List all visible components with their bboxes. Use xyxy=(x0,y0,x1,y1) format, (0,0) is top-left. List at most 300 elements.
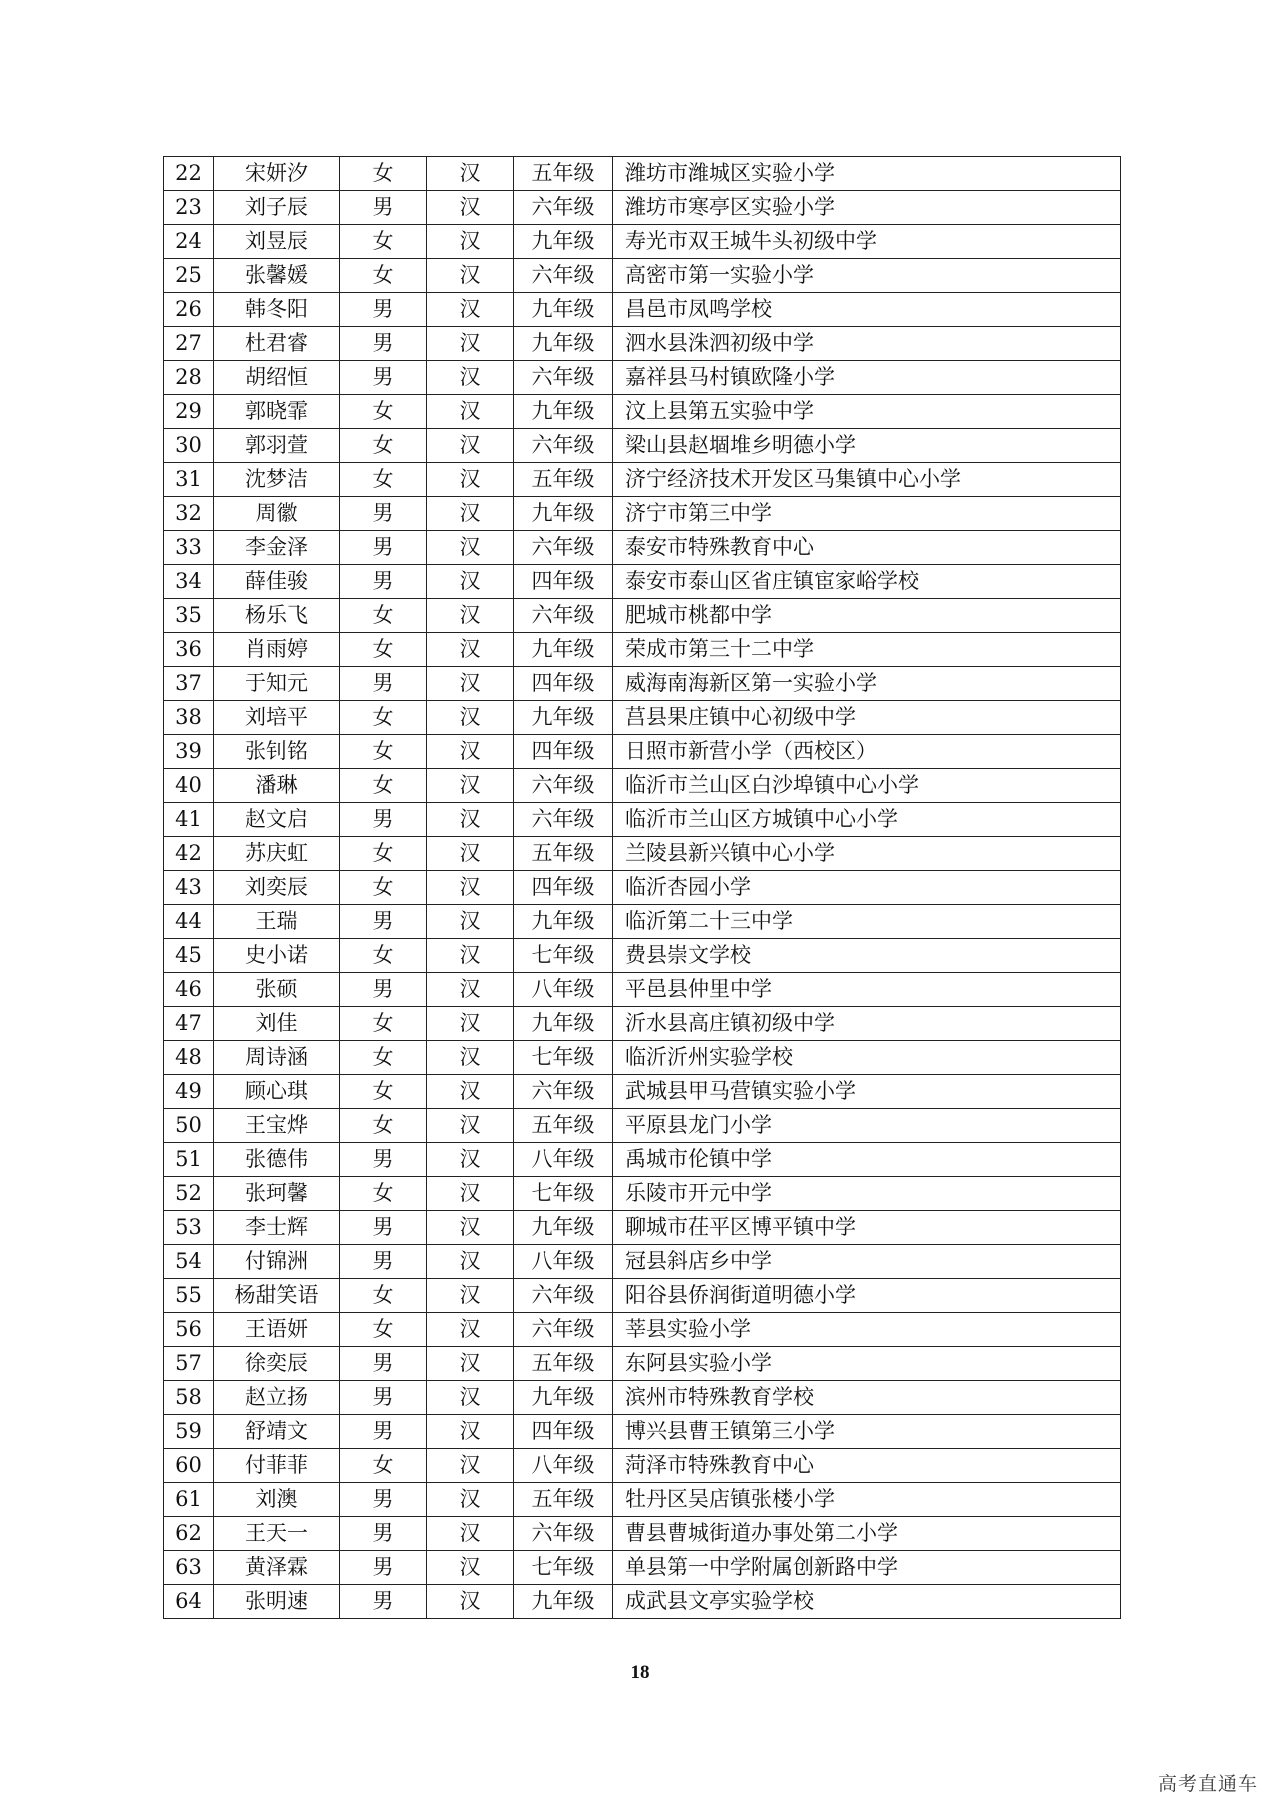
gender-cell: 女 xyxy=(340,1109,427,1143)
gender-cell: 男 xyxy=(340,497,427,531)
school-cell: 聊城市茌平区博平镇中学 xyxy=(613,1211,1121,1245)
row-number-cell: 25 xyxy=(164,259,214,293)
student-name-cell: 杜君睿 xyxy=(214,327,340,361)
row-number-cell: 26 xyxy=(164,293,214,327)
gender-cell: 女 xyxy=(340,701,427,735)
student-name-cell: 刘奕辰 xyxy=(214,871,340,905)
grade-cell: 六年级 xyxy=(514,1279,613,1313)
grade-cell: 五年级 xyxy=(514,463,613,497)
row-number-cell: 29 xyxy=(164,395,214,429)
school-cell: 东阿县实验小学 xyxy=(613,1347,1121,1381)
student-name-cell: 苏庆虹 xyxy=(214,837,340,871)
ethnicity-cell: 汉 xyxy=(427,429,514,463)
table-row xyxy=(164,497,1121,531)
school-cell: 临沂市兰山区白沙埠镇中心小学 xyxy=(613,769,1121,803)
ethnicity-cell: 汉 xyxy=(427,1177,514,1211)
gender-cell: 男 xyxy=(340,905,427,939)
grade-cell: 九年级 xyxy=(514,905,613,939)
grade-cell: 五年级 xyxy=(514,837,613,871)
school-cell: 济宁经济技术开发区马集镇中心小学 xyxy=(613,463,1121,497)
table-row xyxy=(164,1245,1121,1279)
grade-cell: 七年级 xyxy=(514,1041,613,1075)
student-name-cell: 潘琳 xyxy=(214,769,340,803)
ethnicity-cell: 汉 xyxy=(427,1007,514,1041)
row-number-cell: 54 xyxy=(164,1245,214,1279)
grade-cell: 八年级 xyxy=(514,973,613,1007)
table-row xyxy=(164,1449,1121,1483)
table-row xyxy=(164,1007,1121,1041)
student-name-cell: 肖雨婷 xyxy=(214,633,340,667)
ethnicity-cell: 汉 xyxy=(427,837,514,871)
school-cell: 临沂第二十三中学 xyxy=(613,905,1121,939)
table-row xyxy=(164,293,1121,327)
ethnicity-cell: 汉 xyxy=(427,1381,514,1415)
grade-cell: 九年级 xyxy=(514,1211,613,1245)
grade-cell: 六年级 xyxy=(514,1313,613,1347)
student-name-cell: 顾心琪 xyxy=(214,1075,340,1109)
table-row xyxy=(164,1041,1121,1075)
table-row xyxy=(164,599,1121,633)
gender-cell: 女 xyxy=(340,1177,427,1211)
school-cell: 荣成市第三十二中学 xyxy=(613,633,1121,667)
ethnicity-cell: 汉 xyxy=(427,225,514,259)
student-name-cell: 刘佳 xyxy=(214,1007,340,1041)
gender-cell: 男 xyxy=(340,531,427,565)
grade-cell: 九年级 xyxy=(514,327,613,361)
row-number-cell: 28 xyxy=(164,361,214,395)
gender-cell: 女 xyxy=(340,395,427,429)
table-row xyxy=(164,1313,1121,1347)
table-row xyxy=(164,1075,1121,1109)
grade-cell: 六年级 xyxy=(514,191,613,225)
table-row xyxy=(164,1415,1121,1449)
row-number-cell: 45 xyxy=(164,939,214,973)
table-row xyxy=(164,531,1121,565)
row-number-cell: 40 xyxy=(164,769,214,803)
ethnicity-cell: 汉 xyxy=(427,599,514,633)
gender-cell: 女 xyxy=(340,1007,427,1041)
gender-cell: 女 xyxy=(340,599,427,633)
row-number-cell: 32 xyxy=(164,497,214,531)
student-name-cell: 沈梦洁 xyxy=(214,463,340,497)
student-name-cell: 周徽 xyxy=(214,497,340,531)
row-number-cell: 55 xyxy=(164,1279,214,1313)
student-name-cell: 薛佳骏 xyxy=(214,565,340,599)
gender-cell: 男 xyxy=(340,361,427,395)
row-number-cell: 51 xyxy=(164,1143,214,1177)
school-cell: 博兴县曹王镇第三小学 xyxy=(613,1415,1121,1449)
watermark-text: 高考直通车 xyxy=(1157,1773,1258,1795)
row-number-cell: 30 xyxy=(164,429,214,463)
student-name-cell: 史小诺 xyxy=(214,939,340,973)
grade-cell: 六年级 xyxy=(514,769,613,803)
ethnicity-cell: 汉 xyxy=(427,633,514,667)
gender-cell: 女 xyxy=(340,871,427,905)
school-cell: 沂水县高庄镇初级中学 xyxy=(613,1007,1121,1041)
row-number-cell: 34 xyxy=(164,565,214,599)
student-name-cell: 刘子辰 xyxy=(214,191,340,225)
gender-cell: 女 xyxy=(340,735,427,769)
table-row xyxy=(164,871,1121,905)
row-number-cell: 56 xyxy=(164,1313,214,1347)
grade-cell: 八年级 xyxy=(514,1143,613,1177)
ethnicity-cell: 汉 xyxy=(427,701,514,735)
gender-cell: 女 xyxy=(340,633,427,667)
row-number-cell: 33 xyxy=(164,531,214,565)
grade-cell: 五年级 xyxy=(514,157,613,191)
grade-cell: 六年级 xyxy=(514,599,613,633)
gender-cell: 男 xyxy=(340,293,427,327)
gender-cell: 男 xyxy=(340,803,427,837)
gender-cell: 男 xyxy=(340,1347,427,1381)
row-number-cell: 64 xyxy=(164,1585,214,1619)
grade-cell: 六年级 xyxy=(514,1517,613,1551)
student-name-cell: 周诗涵 xyxy=(214,1041,340,1075)
school-cell: 禹城市伦镇中学 xyxy=(613,1143,1121,1177)
table-row xyxy=(164,157,1121,191)
student-name-cell: 刘昱辰 xyxy=(214,225,340,259)
ethnicity-cell: 汉 xyxy=(427,667,514,701)
student-name-cell: 张珂馨 xyxy=(214,1177,340,1211)
grade-cell: 八年级 xyxy=(514,1245,613,1279)
ethnicity-cell: 汉 xyxy=(427,157,514,191)
grade-cell: 六年级 xyxy=(514,1075,613,1109)
table-row xyxy=(164,327,1121,361)
row-number-cell: 23 xyxy=(164,191,214,225)
row-number-cell: 22 xyxy=(164,157,214,191)
table-row xyxy=(164,361,1121,395)
ethnicity-cell: 汉 xyxy=(427,735,514,769)
ethnicity-cell: 汉 xyxy=(427,1041,514,1075)
row-number-cell: 44 xyxy=(164,905,214,939)
ethnicity-cell: 汉 xyxy=(427,565,514,599)
grade-cell: 五年级 xyxy=(514,1347,613,1381)
student-name-cell: 刘培平 xyxy=(214,701,340,735)
grade-cell: 五年级 xyxy=(514,1483,613,1517)
student-name-cell: 徐奕辰 xyxy=(214,1347,340,1381)
row-number-cell: 53 xyxy=(164,1211,214,1245)
gender-cell: 男 xyxy=(340,1585,427,1619)
grade-cell: 五年级 xyxy=(514,1109,613,1143)
table-row xyxy=(164,1551,1121,1585)
ethnicity-cell: 汉 xyxy=(427,1211,514,1245)
student-name-cell: 张馨媛 xyxy=(214,259,340,293)
table-row xyxy=(164,1585,1121,1619)
grade-cell: 九年级 xyxy=(514,225,613,259)
school-cell: 泰安市特殊教育中心 xyxy=(613,531,1121,565)
grade-cell: 七年级 xyxy=(514,1551,613,1585)
school-cell: 平原县龙门小学 xyxy=(613,1109,1121,1143)
table-row xyxy=(164,633,1121,667)
row-number-cell: 39 xyxy=(164,735,214,769)
grade-cell: 六年级 xyxy=(514,429,613,463)
gender-cell: 男 xyxy=(340,1551,427,1585)
ethnicity-cell: 汉 xyxy=(427,1347,514,1381)
gender-cell: 男 xyxy=(340,667,427,701)
school-cell: 泰安市泰山区省庄镇宦家峪学校 xyxy=(613,565,1121,599)
ethnicity-cell: 汉 xyxy=(427,871,514,905)
table-row xyxy=(164,1381,1121,1415)
student-name-cell: 张德伟 xyxy=(214,1143,340,1177)
school-cell: 阳谷县侨润街道明德小学 xyxy=(613,1279,1121,1313)
grade-cell: 九年级 xyxy=(514,1585,613,1619)
gender-cell: 女 xyxy=(340,429,427,463)
grade-cell: 九年级 xyxy=(514,1007,613,1041)
ethnicity-cell: 汉 xyxy=(427,1279,514,1313)
row-number-cell: 62 xyxy=(164,1517,214,1551)
grade-cell: 九年级 xyxy=(514,1381,613,1415)
grade-cell: 六年级 xyxy=(514,803,613,837)
table-row xyxy=(164,735,1121,769)
student-name-cell: 宋妍汐 xyxy=(214,157,340,191)
table-row xyxy=(164,191,1121,225)
row-number-cell: 38 xyxy=(164,701,214,735)
school-cell: 汶上县第五实验中学 xyxy=(613,395,1121,429)
ethnicity-cell: 汉 xyxy=(427,769,514,803)
student-roster-table xyxy=(163,156,1121,1619)
table-row xyxy=(164,1517,1121,1551)
table-row xyxy=(164,1177,1121,1211)
student-name-cell: 郭晓霏 xyxy=(214,395,340,429)
school-cell: 昌邑市凤鸣学校 xyxy=(613,293,1121,327)
ethnicity-cell: 汉 xyxy=(427,531,514,565)
gender-cell: 男 xyxy=(340,973,427,1007)
student-name-cell: 郭羽萱 xyxy=(214,429,340,463)
gender-cell: 男 xyxy=(340,1415,427,1449)
gender-cell: 女 xyxy=(340,1313,427,1347)
school-cell: 临沂市兰山区方城镇中心小学 xyxy=(613,803,1121,837)
gender-cell: 男 xyxy=(340,1245,427,1279)
student-name-cell: 舒靖文 xyxy=(214,1415,340,1449)
school-cell: 菏泽市特殊教育中心 xyxy=(613,1449,1121,1483)
gender-cell: 女 xyxy=(340,157,427,191)
gender-cell: 男 xyxy=(340,1381,427,1415)
row-number-cell: 41 xyxy=(164,803,214,837)
ethnicity-cell: 汉 xyxy=(427,293,514,327)
school-cell: 冠县斜店乡中学 xyxy=(613,1245,1121,1279)
student-name-cell: 王天一 xyxy=(214,1517,340,1551)
school-cell: 临沂杏园小学 xyxy=(613,871,1121,905)
school-cell: 潍坊市寒亭区实验小学 xyxy=(613,191,1121,225)
grade-cell: 六年级 xyxy=(514,259,613,293)
row-number-cell: 43 xyxy=(164,871,214,905)
ethnicity-cell: 汉 xyxy=(427,463,514,497)
ethnicity-cell: 汉 xyxy=(427,1075,514,1109)
grade-cell: 四年级 xyxy=(514,735,613,769)
row-number-cell: 60 xyxy=(164,1449,214,1483)
roster-table-body xyxy=(164,157,1121,1619)
gender-cell: 女 xyxy=(340,939,427,973)
ethnicity-cell: 汉 xyxy=(427,327,514,361)
ethnicity-cell: 汉 xyxy=(427,1517,514,1551)
student-name-cell: 付菲菲 xyxy=(214,1449,340,1483)
school-cell: 威海南海新区第一实验小学 xyxy=(613,667,1121,701)
gender-cell: 女 xyxy=(340,1075,427,1109)
grade-cell: 九年级 xyxy=(514,497,613,531)
school-cell: 临沂沂州实验学校 xyxy=(613,1041,1121,1075)
table-row xyxy=(164,1109,1121,1143)
student-name-cell: 赵文启 xyxy=(214,803,340,837)
table-row xyxy=(164,395,1121,429)
grade-cell: 四年级 xyxy=(514,565,613,599)
gender-cell: 男 xyxy=(340,191,427,225)
table-row xyxy=(164,225,1121,259)
ethnicity-cell: 汉 xyxy=(427,361,514,395)
table-row xyxy=(164,1483,1121,1517)
ethnicity-cell: 汉 xyxy=(427,395,514,429)
table-row xyxy=(164,837,1121,871)
school-cell: 嘉祥县马村镇欧隆小学 xyxy=(613,361,1121,395)
student-name-cell: 于知元 xyxy=(214,667,340,701)
grade-cell: 四年级 xyxy=(514,871,613,905)
school-cell: 武城县甲马营镇实验小学 xyxy=(613,1075,1121,1109)
table-row xyxy=(164,565,1121,599)
gender-cell: 女 xyxy=(340,837,427,871)
school-cell: 单县第一中学附属创新路中学 xyxy=(613,1551,1121,1585)
student-name-cell: 黄泽霖 xyxy=(214,1551,340,1585)
school-cell: 肥城市桃都中学 xyxy=(613,599,1121,633)
student-name-cell: 王语妍 xyxy=(214,1313,340,1347)
row-number-cell: 48 xyxy=(164,1041,214,1075)
school-cell: 平邑县仲里中学 xyxy=(613,973,1121,1007)
gender-cell: 女 xyxy=(340,463,427,497)
gender-cell: 男 xyxy=(340,565,427,599)
gender-cell: 女 xyxy=(340,225,427,259)
ethnicity-cell: 汉 xyxy=(427,905,514,939)
gender-cell: 男 xyxy=(340,1211,427,1245)
row-number-cell: 47 xyxy=(164,1007,214,1041)
student-name-cell: 胡绍恒 xyxy=(214,361,340,395)
school-cell: 兰陵县新兴镇中心小学 xyxy=(613,837,1121,871)
row-number-cell: 49 xyxy=(164,1075,214,1109)
ethnicity-cell: 汉 xyxy=(427,191,514,225)
ethnicity-cell: 汉 xyxy=(427,1449,514,1483)
ethnicity-cell: 汉 xyxy=(427,1143,514,1177)
row-number-cell: 57 xyxy=(164,1347,214,1381)
row-number-cell: 27 xyxy=(164,327,214,361)
student-name-cell: 赵立扬 xyxy=(214,1381,340,1415)
row-number-cell: 46 xyxy=(164,973,214,1007)
ethnicity-cell: 汉 xyxy=(427,973,514,1007)
student-name-cell: 付锦洲 xyxy=(214,1245,340,1279)
school-cell: 乐陵市开元中学 xyxy=(613,1177,1121,1211)
row-number-cell: 35 xyxy=(164,599,214,633)
school-cell: 曹县曹城街道办事处第二小学 xyxy=(613,1517,1121,1551)
table-row xyxy=(164,1211,1121,1245)
row-number-cell: 42 xyxy=(164,837,214,871)
gender-cell: 女 xyxy=(340,1279,427,1313)
school-cell: 牡丹区吴店镇张楼小学 xyxy=(613,1483,1121,1517)
row-number-cell: 59 xyxy=(164,1415,214,1449)
student-name-cell: 王瑞 xyxy=(214,905,340,939)
gender-cell: 男 xyxy=(340,1517,427,1551)
table-row xyxy=(164,803,1121,837)
gender-cell: 女 xyxy=(340,259,427,293)
grade-cell: 九年级 xyxy=(514,293,613,327)
table-row xyxy=(164,429,1121,463)
school-cell: 潍坊市潍城区实验小学 xyxy=(613,157,1121,191)
ethnicity-cell: 汉 xyxy=(427,1483,514,1517)
school-cell: 费县崇文学校 xyxy=(613,939,1121,973)
table-row xyxy=(164,259,1121,293)
ethnicity-cell: 汉 xyxy=(427,1245,514,1279)
row-number-cell: 52 xyxy=(164,1177,214,1211)
ethnicity-cell: 汉 xyxy=(427,1313,514,1347)
student-name-cell: 李士辉 xyxy=(214,1211,340,1245)
table-row xyxy=(164,905,1121,939)
row-number-cell: 31 xyxy=(164,463,214,497)
table-row xyxy=(164,1279,1121,1313)
page-number: 18 xyxy=(630,1662,650,1683)
student-name-cell: 刘澳 xyxy=(214,1483,340,1517)
row-number-cell: 58 xyxy=(164,1381,214,1415)
table-row xyxy=(164,1143,1121,1177)
ethnicity-cell: 汉 xyxy=(427,939,514,973)
row-number-cell: 61 xyxy=(164,1483,214,1517)
student-name-cell: 张钊铭 xyxy=(214,735,340,769)
table-row xyxy=(164,463,1121,497)
student-name-cell: 张明速 xyxy=(214,1585,340,1619)
student-name-cell: 杨甜笑语 xyxy=(214,1279,340,1313)
student-name-cell: 李金泽 xyxy=(214,531,340,565)
ethnicity-cell: 汉 xyxy=(427,1109,514,1143)
student-name-cell: 韩冬阳 xyxy=(214,293,340,327)
ethnicity-cell: 汉 xyxy=(427,1551,514,1585)
student-name-cell: 王宝烨 xyxy=(214,1109,340,1143)
table-row xyxy=(164,1347,1121,1381)
grade-cell: 六年级 xyxy=(514,531,613,565)
school-cell: 日照市新营小学（西校区） xyxy=(613,735,1121,769)
school-cell: 寿光市双王城牛头初级中学 xyxy=(613,225,1121,259)
ethnicity-cell: 汉 xyxy=(427,803,514,837)
grade-cell: 四年级 xyxy=(514,1415,613,1449)
gender-cell: 女 xyxy=(340,1449,427,1483)
ethnicity-cell: 汉 xyxy=(427,1415,514,1449)
table-row xyxy=(164,939,1121,973)
grade-cell: 六年级 xyxy=(514,361,613,395)
gender-cell: 男 xyxy=(340,1483,427,1517)
school-cell: 梁山县赵堌堆乡明德小学 xyxy=(613,429,1121,463)
table-row xyxy=(164,701,1121,735)
grade-cell: 七年级 xyxy=(514,1177,613,1211)
table-row xyxy=(164,667,1121,701)
school-cell: 济宁市第三中学 xyxy=(613,497,1121,531)
grade-cell: 四年级 xyxy=(514,667,613,701)
grade-cell: 八年级 xyxy=(514,1449,613,1483)
school-cell: 莘县实验小学 xyxy=(613,1313,1121,1347)
gender-cell: 女 xyxy=(340,1041,427,1075)
table-row xyxy=(164,769,1121,803)
student-name-cell: 张硕 xyxy=(214,973,340,1007)
table-row xyxy=(164,973,1121,1007)
row-number-cell: 36 xyxy=(164,633,214,667)
gender-cell: 男 xyxy=(340,1143,427,1177)
school-cell: 滨州市特殊教育学校 xyxy=(613,1381,1121,1415)
gender-cell: 男 xyxy=(340,327,427,361)
school-cell: 莒县果庄镇中心初级中学 xyxy=(613,701,1121,735)
school-cell: 高密市第一实验小学 xyxy=(613,259,1121,293)
school-cell: 泗水县洙泗初级中学 xyxy=(613,327,1121,361)
ethnicity-cell: 汉 xyxy=(427,1585,514,1619)
row-number-cell: 37 xyxy=(164,667,214,701)
row-number-cell: 63 xyxy=(164,1551,214,1585)
student-name-cell: 杨乐飞 xyxy=(214,599,340,633)
grade-cell: 九年级 xyxy=(514,701,613,735)
gender-cell: 女 xyxy=(340,769,427,803)
ethnicity-cell: 汉 xyxy=(427,497,514,531)
grade-cell: 九年级 xyxy=(514,395,613,429)
school-cell: 成武县文亭实验学校 xyxy=(613,1585,1121,1619)
